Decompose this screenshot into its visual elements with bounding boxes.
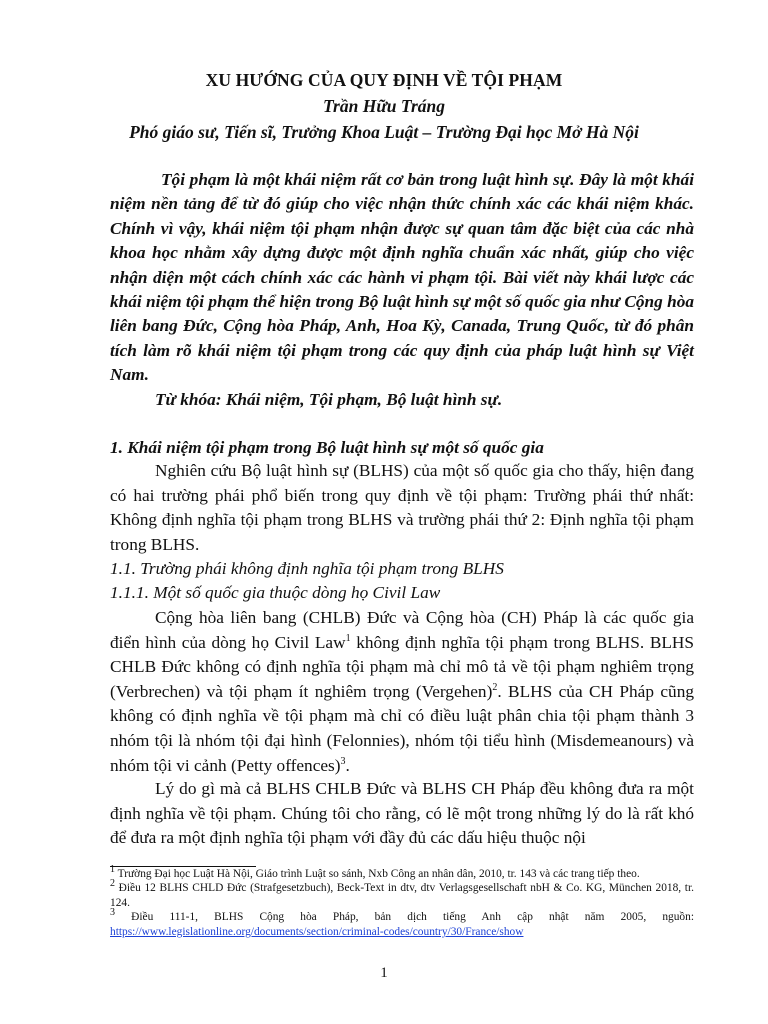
subsection-1-1-1-heading: 1.1.1. Một số quốc gia thuộc dòng họ Civil Law [110, 583, 441, 602]
keywords-line: Từ khóa: Khái niệm, Tội phạm, Bộ luật hình sự. [155, 390, 503, 409]
footnote-2-number: 2 [110, 878, 115, 890]
para2-text-a: Cộng hòa liên bang (CHLB) Đức và Cộng hòa (CH) Pháp là các quốc gia điển hình của dòng họ Civil Law [110, 608, 694, 652]
footnote-3-link[interactable]: https://www.legislationline.org/documents/section/criminal-codes/country/30/France/show [110, 925, 524, 938]
footnote-3-text: Điều 111-1, BLHS Cộng hòa Pháp, bản dịch tiếng Anh cập nhật năm 2005, nguồn: [115, 911, 694, 924]
footnotes-block [110, 864, 694, 939]
author-name: Trần Hữu Tráng [323, 96, 445, 116]
article-title: XU HƯỚNG CỦA QUY ĐỊNH VỀ TỘI PHẠM [205, 70, 563, 90]
footnote-1-text: Trường Đại học Luật Hà Nội, Giáo trình Luật so sánh, Nxb Công an nhân dân, 2010, tr. 143 và các trang tiếp theo. [115, 868, 640, 880]
footnote-ref-1[interactable]: 1 [345, 632, 351, 644]
subsection-1-1-heading: 1.1. Trường phái không định nghĩa tội phạm trong BLHS [110, 559, 504, 578]
section-1-paragraph-3: Lý do gì mà cả BLHS CHLB Đức và BLHS CH Pháp đều không đưa ra một định nghĩa về tội phạm. Chúng tôi cho rằng, có lẽ một trong những lý do là rất khó để đưa ra một định nghĩa tội phạm với đầy đủ các dấu hiệu thuộc nội [110, 779, 694, 848]
para2-text-d: . [345, 755, 350, 775]
author-affiliation: Phó giáo sư, Tiến sĩ, Trưởng Khoa Luật – Trường Đại học Mở Hà Nội [129, 122, 639, 142]
footnote-ref-2[interactable]: 2 [492, 682, 498, 694]
footnote-2-text: Điều 12 BLHS CHLD Đức (Strafgesetzbuch), Beck-Text in dtv, dtv Verlagsgesellschaft nbH & Co. KG, München 2018, tr. 124. [110, 882, 694, 909]
footnote-1 [110, 864, 694, 881]
footnote-3 [110, 907, 694, 939]
para2-text-b: không định nghĩa tội phạm trong BLHS. BLHS CHLB Đức không có định nghĩa tội phạm mà chỉ mô tả về tội phạm nghiêm trọng (Verbrechen) và tội phạm ít nghiêm trọng (Vergehen) [110, 632, 695, 701]
section-1-paragraph-1: Nghiên cứu Bộ luật hình sự (BLHS) của một số quốc gia cho thấy, hiện đang có hai trường phái phổ biến trong quy định về tội phạm: Trường phái thứ nhất: Không định nghĩa tội phạm trong BLHS và trường phái thứ 2: Định nghĩa tội phạm trong BLHS. [110, 461, 694, 554]
section-1-heading: 1. Khái niệm tội phạm trong Bộ luật hình sự một số quốc gia [110, 438, 544, 457]
footnote-1-number: 1 [110, 864, 115, 876]
abstract-paragraph: Tội phạm là một khái niệm rất cơ bản trong luật hình sự. Đây là một khái niệm nền tảng để từ đó giúp cho việc nhận thức chính xác các khái niệm khác. Chính vì vậy, khái niệm tội phạm nhận được sự quan tâm đặc biệt của các nhà khoa học nhằm xây dựng được một định nghĩa chuẩn xác nhất, giúp cho việc nhận diện một cách chính xác các hành vi phạm tội. Bài viết này khái lược các khái niệm tội phạm thể hiện trong Bộ luật hình sự một số quốc gia như Cộng hòa liên bang Đức, Cộng hòa Pháp, Anh, Hoa Kỳ, Canada, Trung Quốc, từ đó phân tích làm rõ khái niệm tội phạm trong các quy định của pháp luật hình sự Việt Nam. [110, 170, 694, 385]
footnote-3-number: 3 [110, 907, 115, 919]
footnote-ref-3[interactable]: 3 [340, 755, 346, 767]
footnote-2 [110, 878, 694, 910]
section-1-paragraph-2 [110, 606, 694, 778]
page-number: 1 [380, 965, 388, 981]
para2-text-c: . BLHS của CH Pháp cũng không có định nghĩa về tội phạm mà chỉ có điều luật phân chia tội phạm thành 3 nhóm tội là nhóm tội đại hình (Felonnies), nhóm tội tiểu hình (Misdemeanours) và nhóm tội vi cảnh (Petty offences) [110, 681, 694, 775]
